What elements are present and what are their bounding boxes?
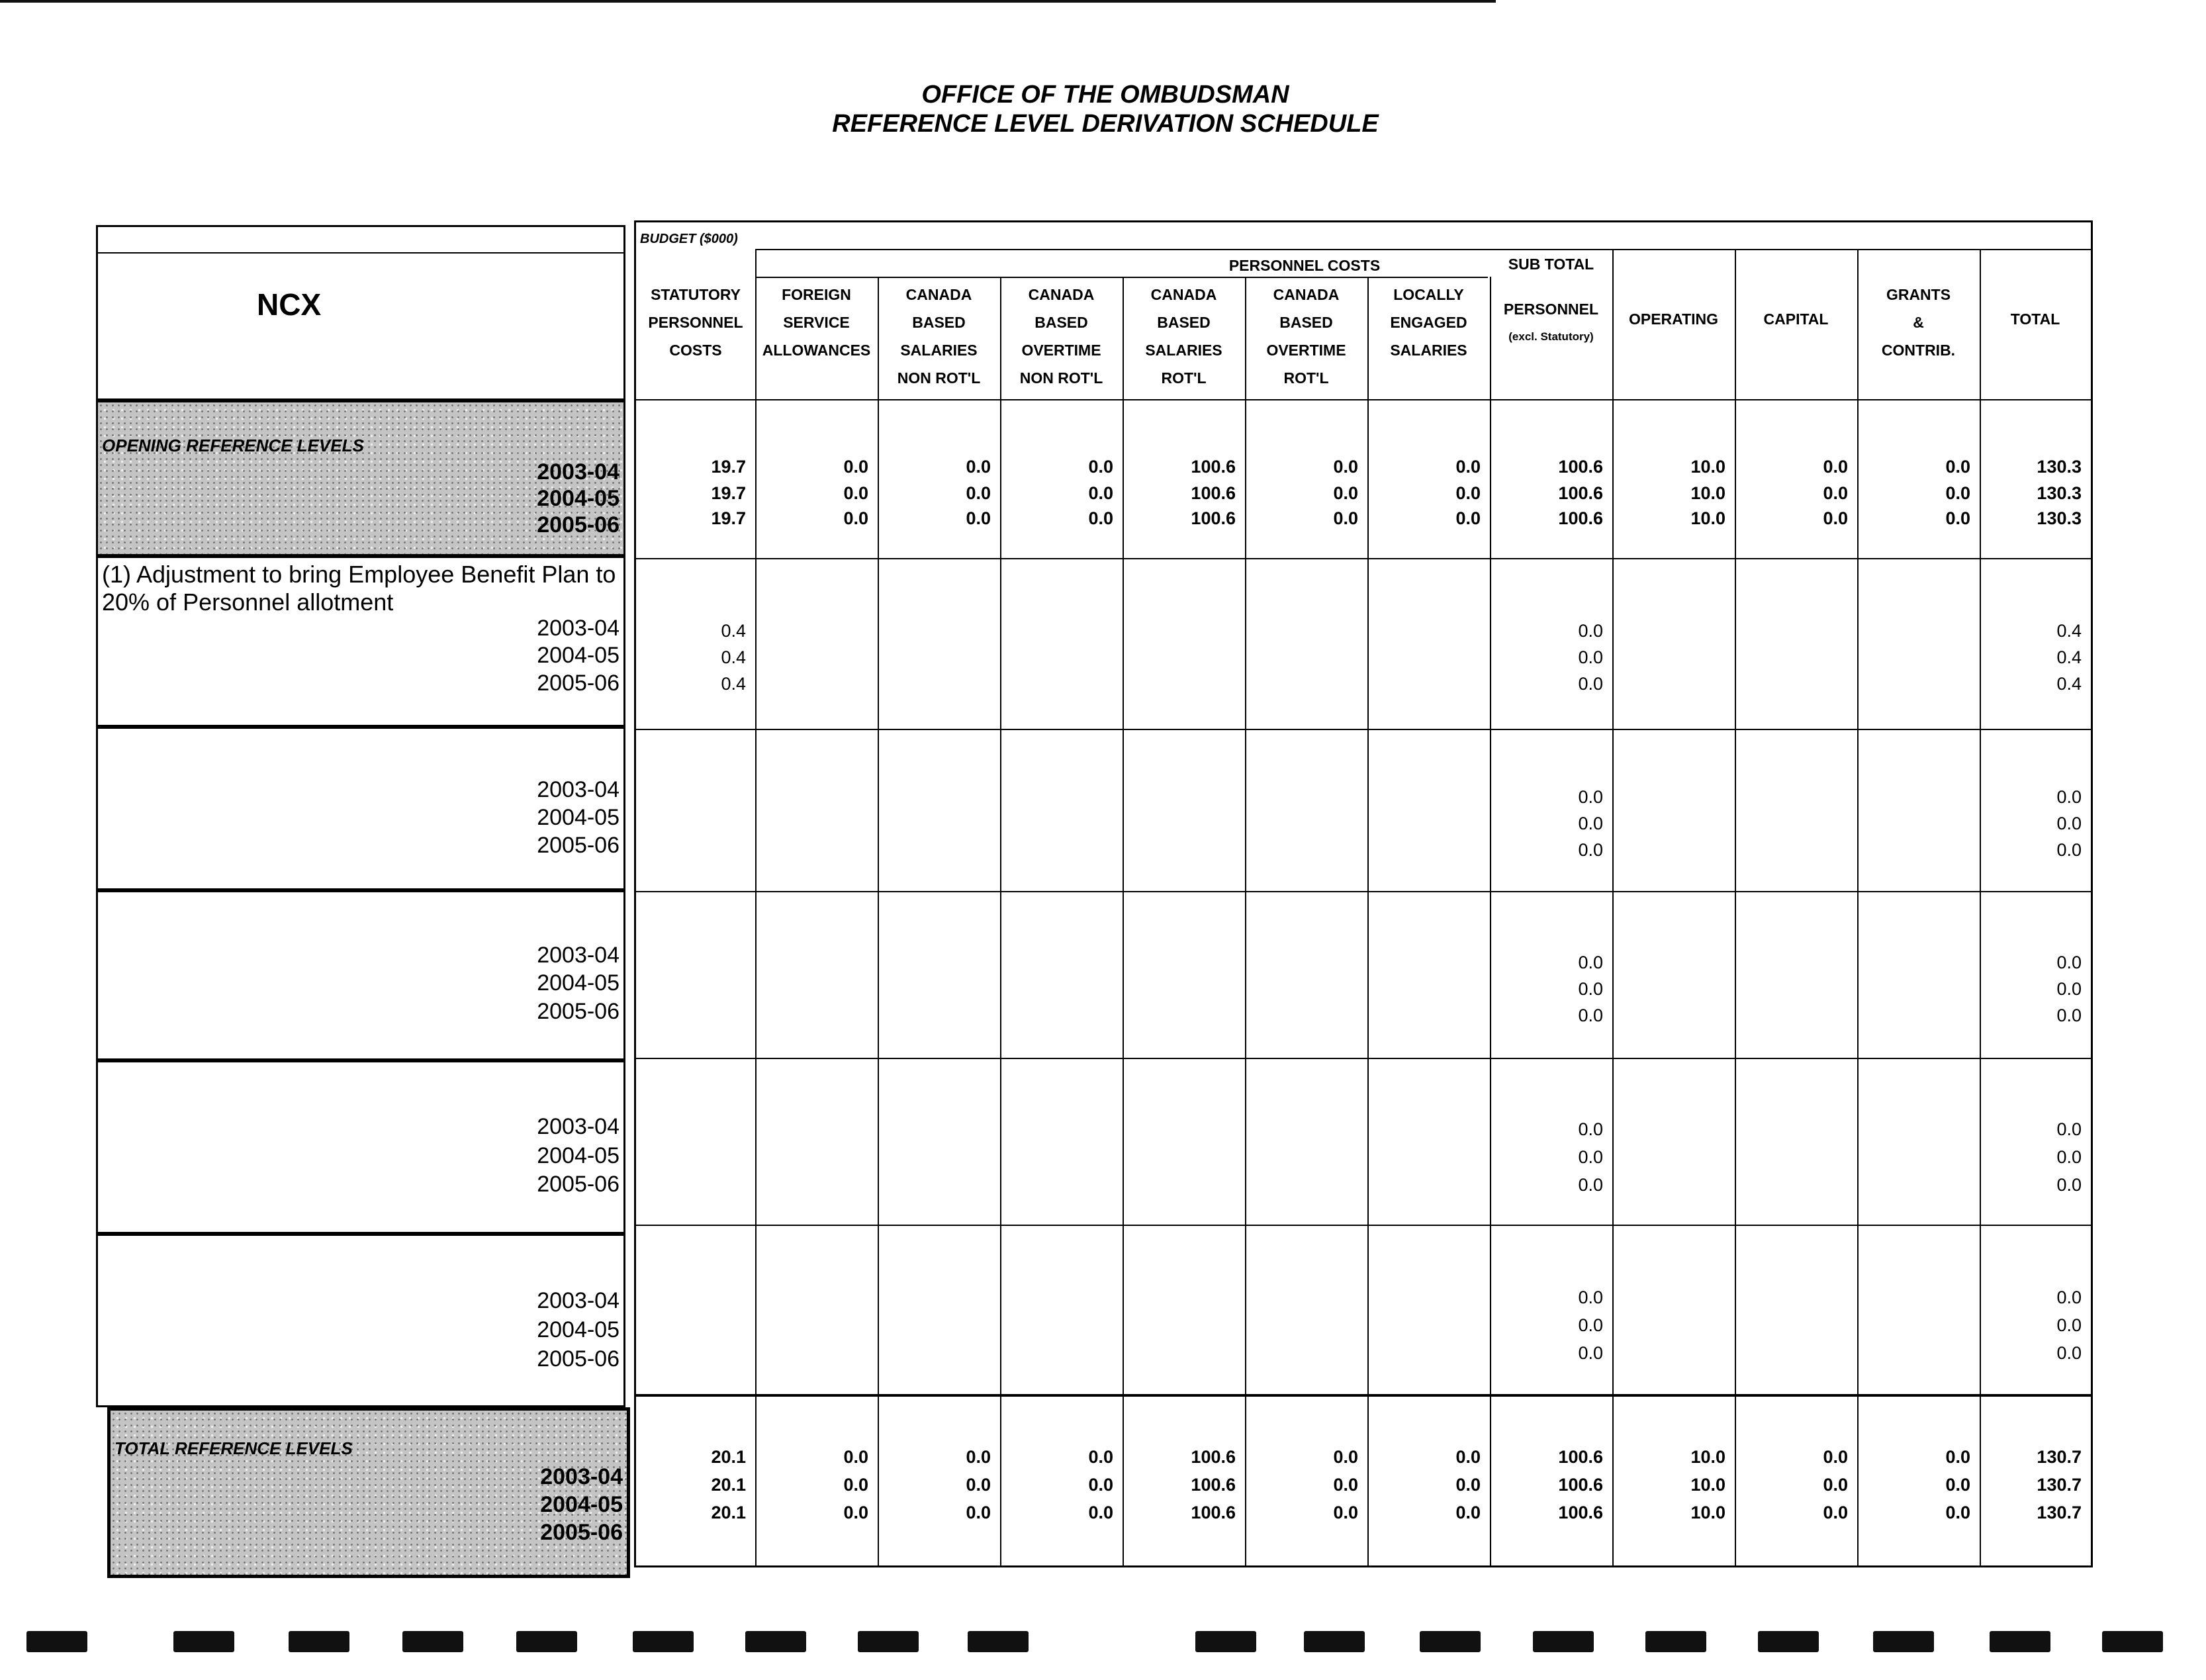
- table-cell: 0.0: [1578, 840, 1603, 860]
- column-header-line: SALARIES: [1145, 342, 1222, 359]
- table-cell: 0.0: [1823, 483, 1848, 503]
- table-cell: 0.0: [2056, 814, 2082, 833]
- table-cell: 100.6: [1558, 1475, 1603, 1495]
- year-label: 2003-04: [537, 777, 620, 802]
- table-cell: 0.0: [1455, 1503, 1481, 1522]
- section-divider: [636, 1225, 2091, 1226]
- table-cell: 0.0: [966, 457, 991, 477]
- table-cell: 0.0: [1578, 1005, 1603, 1025]
- table-cell: 100.6: [1558, 1503, 1603, 1522]
- column-header-line: OPERATING: [1628, 310, 1719, 328]
- column-header-line: SALARIES: [900, 342, 978, 359]
- table-cell: 100.6: [1558, 457, 1603, 477]
- table-cell: 0.0: [1945, 1475, 1970, 1495]
- top-scan-edge: [0, 0, 1496, 3]
- table-cell: 0.0: [966, 1503, 991, 1522]
- total-section-label: [107, 1407, 630, 1578]
- year-label: 2004-05: [540, 1492, 623, 1517]
- column-header-line: SERVICE: [783, 314, 850, 331]
- page-subtitle: REFERENCE LEVEL DERIVATION SCHEDULE: [832, 110, 1379, 138]
- column-header-line: COSTS: [669, 342, 722, 359]
- table-cell: 0.0: [1578, 1343, 1603, 1363]
- table-cell: 10.0: [1690, 1475, 1725, 1495]
- left-header-box: [96, 225, 625, 400]
- column-header-line: LOCALLY: [1393, 286, 1464, 303]
- table-cell: 10.0: [1690, 483, 1725, 503]
- column-header: [755, 281, 878, 364]
- column-header: [1735, 305, 1857, 333]
- year-label: 2004-05: [537, 643, 620, 668]
- empty-section-label: [96, 1234, 625, 1407]
- table-cell: 100.6: [1558, 483, 1603, 503]
- column-header: [1367, 281, 1490, 364]
- total-label: TOTAL REFERENCE LEVELS: [115, 1438, 353, 1458]
- section-divider: [636, 729, 2091, 730]
- table-cell: 0.0: [1578, 953, 1603, 972]
- column-divider: [1980, 249, 1981, 1565]
- table-cell: 0.0: [1945, 483, 1970, 503]
- year-label: 2004-05: [537, 805, 620, 830]
- table-cell: 0.0: [2056, 787, 2082, 807]
- table-cell: 0.0: [966, 483, 991, 503]
- table-cell: 0.0: [2056, 1005, 2082, 1025]
- table-cell: 0.0: [1578, 674, 1603, 694]
- table-cell: 0.0: [1333, 1503, 1358, 1522]
- table-cell: 100.6: [1191, 483, 1236, 503]
- header-bottom-rule: [636, 399, 2091, 400]
- table-cell: 0.0: [1578, 979, 1603, 999]
- table-cell: 130.3: [2037, 508, 2082, 528]
- table-cell: 0.0: [1333, 1475, 1358, 1495]
- year-label: 2005-06: [537, 1172, 620, 1197]
- column-header-line: (excl. Statutory): [1508, 330, 1594, 343]
- table-cell: 0.0: [1455, 483, 1481, 503]
- column-divider: [1735, 249, 1736, 1565]
- table-cell: 0.0: [1578, 814, 1603, 833]
- column-header-line: FOREIGN: [782, 286, 851, 303]
- table-cell: 20.1: [711, 1475, 746, 1495]
- table-cell: 0.4: [2056, 674, 2082, 694]
- table-cell: 0.0: [2056, 979, 2082, 999]
- column-header-line: CAPITAL: [1763, 310, 1829, 328]
- column-header-line: CONTRIB.: [1881, 342, 1956, 359]
- table-cell: 0.0: [1088, 1503, 1113, 1522]
- year-label: 2005-06: [537, 999, 620, 1024]
- table-cell: 0.0: [1945, 1447, 1970, 1467]
- column-header-line: PERSONNEL: [1503, 301, 1599, 318]
- column-header-line: BASED: [1279, 314, 1333, 331]
- table-cell: 0.0: [1823, 1447, 1848, 1467]
- table-cell: 0.0: [2056, 840, 2082, 860]
- table-cell: 0.0: [1333, 1447, 1358, 1467]
- table-cell: 0.0: [1578, 1315, 1603, 1335]
- year-label: 2004-05: [537, 1317, 620, 1342]
- table-cell: 19.7: [711, 457, 746, 477]
- adjustment-label: (1) Adjustment to bring Employee Benefit Plan to 20% of Personnel allotment: [102, 561, 616, 616]
- table-cell: 20.1: [711, 1503, 746, 1522]
- table-cell: 130.3: [2037, 483, 2082, 503]
- year-label: 2005-06: [537, 512, 620, 537]
- table-cell: 0.0: [1088, 1447, 1113, 1467]
- table-cell: 0.0: [2056, 1287, 2082, 1307]
- column-header-line: PERSONNEL: [648, 314, 743, 331]
- column-header: [1490, 295, 1612, 351]
- table-cell: 0.0: [1088, 1475, 1113, 1495]
- year-label: 2003-04: [537, 459, 620, 485]
- column-header: [636, 281, 755, 364]
- column-header-line: BASED: [1034, 314, 1088, 331]
- budget-table: [634, 220, 2093, 1567]
- column-header: [1000, 281, 1123, 392]
- table-cell: 0.4: [721, 674, 746, 694]
- table-cell: 0.0: [1455, 1475, 1481, 1495]
- table-cell: 0.0: [1945, 1503, 1970, 1522]
- column-header: [1245, 281, 1367, 392]
- year-label: 2005-06: [540, 1520, 623, 1545]
- subtotal-label: SUB TOTAL: [1508, 256, 1594, 273]
- table-cell: 10.0: [1690, 457, 1725, 477]
- table-cell: 0.0: [843, 508, 868, 528]
- table-cell: 0.0: [1333, 508, 1358, 528]
- table-cell: 130.7: [2037, 1503, 2082, 1522]
- column-header-line: CANADA: [1273, 286, 1340, 303]
- page-title: OFFICE OF THE OMBUDSMAN: [921, 81, 1289, 109]
- section-divider: [636, 1394, 2091, 1397]
- ncx-code: NCX: [257, 287, 322, 322]
- table-cell: 0.4: [721, 621, 746, 641]
- table-cell: 100.6: [1191, 457, 1236, 477]
- table-cell: 0.0: [1455, 508, 1481, 528]
- column-header-line: CANADA: [1150, 286, 1217, 303]
- year-label: 2004-05: [537, 486, 620, 511]
- empty-section-label: [96, 1060, 625, 1234]
- column-header-line: ALLOWANCES: [762, 342, 871, 359]
- table-cell: 0.0: [843, 1475, 868, 1495]
- table-cell: 19.7: [711, 508, 746, 528]
- table-cell: 0.0: [843, 1447, 868, 1467]
- table-cell: 0.0: [1945, 457, 1970, 477]
- year-label: 2003-04: [537, 1288, 620, 1313]
- table-cell: 100.6: [1191, 508, 1236, 528]
- table-cell: 130.3: [2037, 457, 2082, 477]
- table-cell: 0.0: [966, 1475, 991, 1495]
- table-cell: 0.0: [1578, 1119, 1603, 1139]
- personnel-costs-label: PERSONNEL COSTS: [1228, 257, 1381, 274]
- table-cell: 0.0: [966, 1447, 991, 1467]
- column-divider: [1857, 249, 1859, 1565]
- budget-rule: [755, 249, 2092, 250]
- year-label: 2003-04: [540, 1464, 623, 1489]
- opening-label: OPENING REFERENCE LEVELS: [102, 436, 364, 455]
- year-label: 2003-04: [537, 616, 620, 641]
- column-header-line: ROT'L: [1161, 369, 1207, 387]
- column-header-line: OVERTIME: [1021, 342, 1101, 359]
- column-header: [1612, 305, 1735, 333]
- year-label: 2005-06: [537, 1346, 620, 1372]
- personnel-costs-rule: [755, 277, 1488, 278]
- column-header-line: NON ROT'L: [1019, 369, 1103, 387]
- column-header-line: CANADA: [905, 286, 972, 303]
- column-header-line: STATUTORY: [651, 286, 741, 303]
- table-cell: 0.0: [1088, 457, 1113, 477]
- section-divider: [636, 558, 2091, 559]
- column-header-line: BASED: [1157, 314, 1211, 331]
- table-cell: 0.0: [2056, 953, 2082, 972]
- table-cell: 0.0: [1455, 457, 1481, 477]
- table-cell: 0.0: [1088, 483, 1113, 503]
- year-label: 2003-04: [537, 943, 620, 968]
- table-cell: 0.0: [2056, 1175, 2082, 1195]
- table-cell: 0.0: [1578, 1147, 1603, 1167]
- table-cell: 0.4: [2056, 621, 2082, 641]
- column-header: [1123, 281, 1245, 392]
- table-cell: 0.0: [966, 508, 991, 528]
- column-header-line: NON ROT'L: [897, 369, 981, 387]
- table-cell: 0.0: [1578, 787, 1603, 807]
- column-divider: [1612, 249, 1614, 1565]
- column-header-line: GRANTS: [1886, 286, 1951, 303]
- table-cell: 100.6: [1558, 508, 1603, 528]
- table-cell: 20.1: [711, 1447, 746, 1467]
- table-cell: 130.7: [2037, 1475, 2082, 1495]
- table-cell: 0.0: [2056, 1147, 2082, 1167]
- table-cell: 0.0: [843, 483, 868, 503]
- table-cell: 0.0: [1578, 621, 1603, 641]
- empty-section-label: [96, 890, 625, 1060]
- section-divider: [636, 891, 2091, 892]
- adjustment-section-label: [96, 556, 625, 727]
- table-cell: 0.0: [1578, 1175, 1603, 1195]
- table-cell: 0.0: [1578, 1287, 1603, 1307]
- table-cell: 0.0: [2056, 1343, 2082, 1363]
- column-header-line: TOTAL: [2010, 310, 2060, 328]
- table-cell: 0.0: [2056, 1119, 2082, 1139]
- table-cell: 100.6: [1191, 1447, 1236, 1467]
- year-label: 2004-05: [537, 1143, 620, 1168]
- column-header-line: SALARIES: [1390, 342, 1467, 359]
- table-cell: 0.0: [1823, 508, 1848, 528]
- table-cell: 100.6: [1191, 1503, 1236, 1522]
- table-cell: 0.0: [1333, 457, 1358, 477]
- column-header-line: BASED: [912, 314, 966, 331]
- year-label: 2005-06: [537, 833, 620, 858]
- column-header-line: ROT'L: [1283, 369, 1329, 387]
- table-cell: 0.0: [1945, 508, 1970, 528]
- table-cell: 19.7: [711, 483, 746, 503]
- budget-label: BUDGET ($000): [640, 232, 738, 246]
- column-header: [1857, 281, 1980, 364]
- table-cell: 0.0: [1455, 1447, 1481, 1467]
- year-label: 2005-06: [537, 671, 620, 696]
- table-cell: 100.6: [1191, 1475, 1236, 1495]
- table-cell: 0.4: [2056, 647, 2082, 667]
- table-cell: 0.0: [843, 457, 868, 477]
- year-label: 2003-04: [537, 1114, 620, 1139]
- column-divider: [755, 249, 757, 1565]
- column-header: [1980, 305, 2091, 333]
- table-cell: 0.0: [1823, 457, 1848, 477]
- table-cell: 10.0: [1690, 1447, 1725, 1467]
- column-header-line: &: [1913, 314, 1924, 331]
- table-cell: 10.0: [1690, 1503, 1725, 1522]
- year-label: 2004-05: [537, 970, 620, 996]
- table-cell: 0.0: [843, 1503, 868, 1522]
- table-cell: 0.0: [1578, 647, 1603, 667]
- empty-section-label: [96, 727, 625, 890]
- table-cell: 100.6: [1558, 1447, 1603, 1467]
- column-header-line: OVERTIME: [1266, 342, 1346, 359]
- table-cell: 130.7: [2037, 1447, 2082, 1467]
- column-header-line: CANADA: [1028, 286, 1095, 303]
- table-cell: 0.0: [1333, 483, 1358, 503]
- column-header-line: ENGAGED: [1390, 314, 1467, 331]
- section-divider: [636, 1058, 2091, 1059]
- table-cell: 0.0: [1823, 1475, 1848, 1495]
- table-cell: 0.4: [721, 647, 746, 667]
- table-cell: 0.0: [2056, 1315, 2082, 1335]
- table-cell: 10.0: [1690, 508, 1725, 528]
- table-cell: 0.0: [1823, 1503, 1848, 1522]
- table-cell: 0.0: [1088, 508, 1113, 528]
- column-header: [878, 281, 1000, 392]
- opening-section-label: [96, 400, 625, 556]
